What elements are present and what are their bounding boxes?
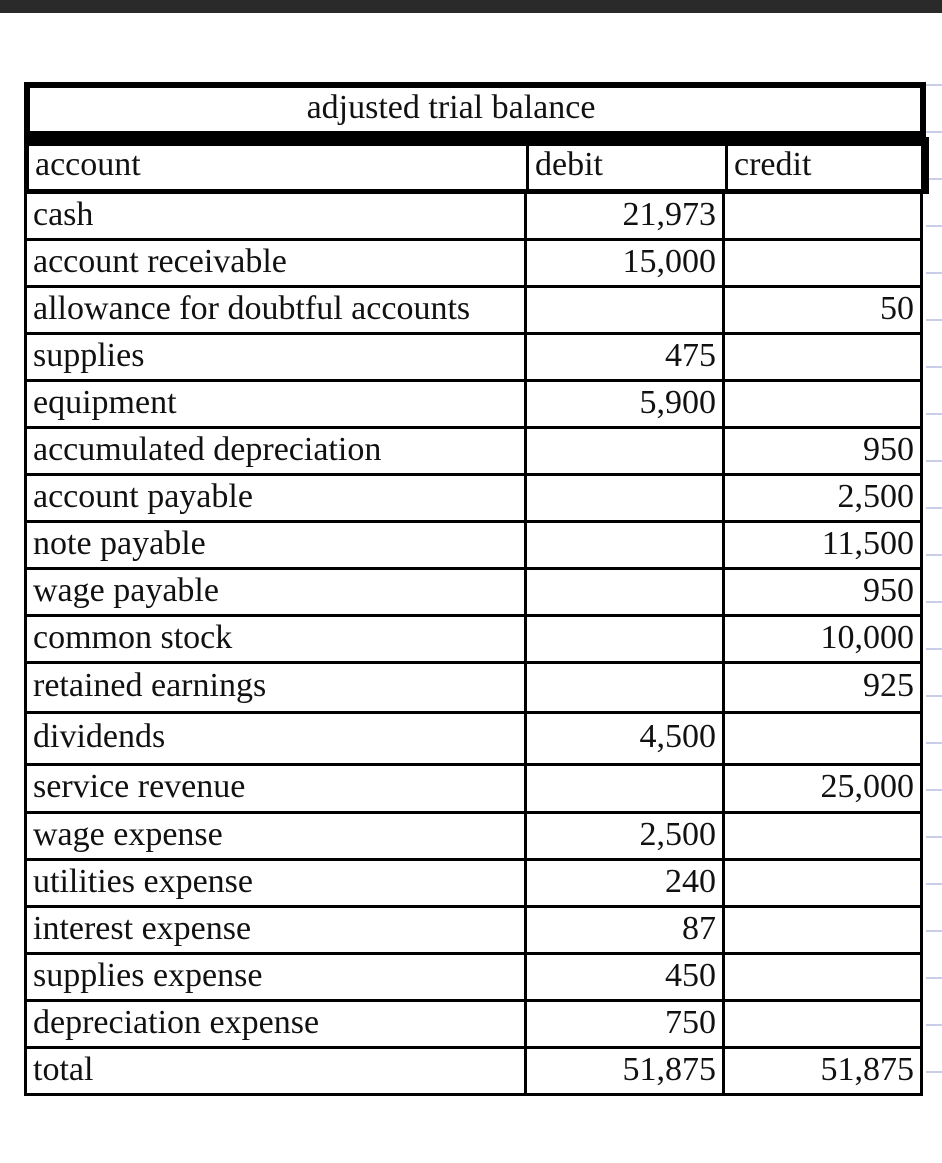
gridline xyxy=(926,225,942,227)
credit-cell[interactable] xyxy=(725,241,920,285)
debit-cell[interactable] xyxy=(527,288,725,332)
credit-cell[interactable]: 25,000 xyxy=(820,768,914,805)
gridline xyxy=(926,319,942,321)
account-cell[interactable]: depreciation expense xyxy=(27,1002,527,1046)
credit-cell[interactable] xyxy=(725,814,920,858)
debit-cell[interactable] xyxy=(527,664,725,711)
gridline xyxy=(926,84,942,86)
debit-cell[interactable] xyxy=(527,766,725,811)
credit-cell[interactable]: 2,500 xyxy=(837,478,914,515)
account-cell[interactable]: supplies xyxy=(27,335,527,379)
account-cell[interactable]: allowance for doubtful accounts xyxy=(27,288,527,332)
gridline xyxy=(926,695,942,697)
debit-cell[interactable]: 5,900 xyxy=(527,382,725,426)
table-row xyxy=(24,429,923,476)
total-row xyxy=(24,1049,923,1096)
account-cell[interactable]: account payable xyxy=(27,476,527,520)
table-row xyxy=(24,335,923,382)
credit-cell[interactable] xyxy=(725,1002,920,1046)
table-row xyxy=(24,714,923,766)
debit-cell[interactable]: 51,875 xyxy=(527,1049,725,1093)
table-row xyxy=(24,476,923,523)
account-cell[interactable]: account receivable xyxy=(27,241,527,285)
debit-cell[interactable]: 15,000 xyxy=(527,241,725,285)
account-cell[interactable]: accumulated depreciation xyxy=(27,429,527,473)
account-cell[interactable]: utilities expense xyxy=(27,861,527,905)
credit-cell[interactable] xyxy=(725,908,920,952)
account-cell[interactable]: common stock xyxy=(27,617,527,661)
account-cell[interactable]: equipment xyxy=(27,382,527,426)
gridline xyxy=(926,883,942,885)
table-row xyxy=(24,766,923,814)
gridline xyxy=(926,1024,942,1026)
table-title: adjusted trial balance xyxy=(306,88,596,126)
header-credit[interactable]: credit xyxy=(734,146,812,183)
gridline xyxy=(926,742,942,744)
credit-cell[interactable] xyxy=(725,382,920,426)
credit-cell[interactable] xyxy=(725,194,920,238)
account-cell[interactable]: wage payable xyxy=(27,570,527,614)
table-row xyxy=(24,908,923,955)
table-row xyxy=(24,664,923,714)
gridline xyxy=(926,272,942,274)
credit-cell[interactable] xyxy=(725,955,920,999)
top-bar xyxy=(0,0,942,13)
gridline xyxy=(926,413,942,415)
trial-balance-table xyxy=(24,82,926,1096)
gridline xyxy=(926,554,942,556)
table-row xyxy=(24,194,923,241)
debit-cell[interactable]: 475 xyxy=(527,335,725,379)
credit-cell[interactable]: 950 xyxy=(863,431,914,468)
gridline xyxy=(926,648,942,650)
account-cell[interactable]: total xyxy=(27,1049,527,1093)
gridline xyxy=(926,131,942,133)
gridline xyxy=(926,460,942,462)
account-cell[interactable]: note payable xyxy=(27,523,527,567)
header-row xyxy=(24,137,929,194)
gridline xyxy=(926,836,942,838)
table-row xyxy=(24,1002,923,1049)
gridline xyxy=(926,366,942,368)
credit-cell[interactable] xyxy=(725,861,920,905)
credit-cell[interactable]: 925 xyxy=(863,667,914,704)
table-row xyxy=(24,955,923,1002)
table-row xyxy=(24,241,923,288)
table-row xyxy=(24,814,923,861)
header-account[interactable]: account xyxy=(29,146,529,189)
gridline xyxy=(926,977,942,979)
debit-cell[interactable]: 21,973 xyxy=(527,194,725,238)
gridline xyxy=(926,601,942,603)
debit-cell[interactable]: 450 xyxy=(527,955,725,999)
table-title-cell[interactable] xyxy=(24,82,926,137)
debit-cell[interactable]: 87 xyxy=(527,908,725,952)
account-cell[interactable]: interest expense xyxy=(27,908,527,952)
credit-cell[interactable] xyxy=(725,335,920,379)
account-cell[interactable]: retained earnings xyxy=(27,664,527,711)
credit-cell[interactable]: 950 xyxy=(863,572,914,609)
table-row xyxy=(24,288,923,335)
table-row xyxy=(24,523,923,570)
debit-cell[interactable]: 240 xyxy=(527,861,725,905)
table-body xyxy=(24,194,926,1096)
table-row xyxy=(24,617,923,664)
gridline xyxy=(926,507,942,509)
debit-cell[interactable] xyxy=(527,570,725,614)
credit-cell[interactable]: 11,500 xyxy=(821,525,914,562)
debit-cell[interactable] xyxy=(527,476,725,520)
credit-cell[interactable]: 50 xyxy=(880,290,914,327)
debit-cell[interactable]: 2,500 xyxy=(527,814,725,858)
credit-cell[interactable]: 10,000 xyxy=(820,619,914,656)
debit-cell[interactable] xyxy=(527,429,725,473)
account-cell[interactable]: wage expense xyxy=(27,814,527,858)
table-row xyxy=(24,382,923,429)
account-cell[interactable]: cash xyxy=(27,194,527,238)
debit-cell[interactable]: 4,500 xyxy=(527,714,725,763)
header-debit[interactable]: debit xyxy=(529,146,728,189)
account-cell[interactable]: dividends xyxy=(27,714,527,763)
gridline xyxy=(926,1071,942,1073)
account-cell[interactable]: supplies expense xyxy=(27,955,527,999)
debit-cell[interactable] xyxy=(527,523,725,567)
adjacent-gridlines xyxy=(926,80,942,1110)
table-row xyxy=(24,861,923,908)
table-row xyxy=(24,570,923,617)
gridline xyxy=(926,789,942,791)
gridline xyxy=(926,930,942,932)
credit-cell[interactable] xyxy=(725,714,920,763)
debit-cell[interactable]: 750 xyxy=(527,1002,725,1046)
credit-cell[interactable]: 51,875 xyxy=(820,1051,914,1088)
debit-cell[interactable] xyxy=(527,617,725,661)
account-cell[interactable]: service revenue xyxy=(27,766,527,811)
